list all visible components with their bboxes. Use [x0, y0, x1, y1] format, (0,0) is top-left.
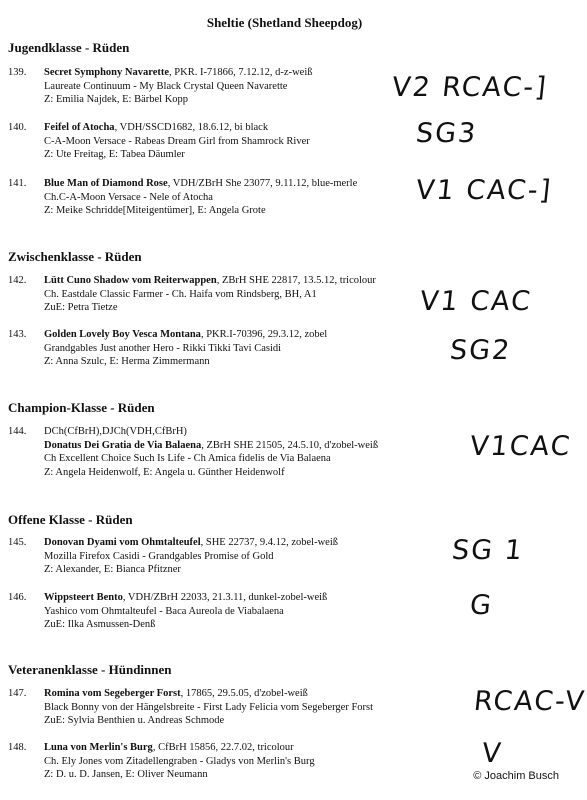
entry-number: 143.: [8, 329, 27, 340]
dog-name: Lütt Cuno Shadow vom Reiterwappen: [44, 275, 217, 286]
entry-number: 142.: [8, 275, 27, 286]
dog-breeder-owner: Z: Alexander, E: Bianca Pfitzner: [44, 564, 181, 575]
dog-details: , CfBrH 15856, 22.7.02, tricolour: [152, 742, 294, 753]
handwritten-grade: V1 CAC: [418, 286, 534, 317]
dog-parents: Grandgables Just another Hero - Rikki Tikki Tavi Casidi: [44, 342, 282, 354]
dog-name: Feifel of Atocha: [44, 122, 115, 133]
entry-number: 148.: [8, 742, 27, 753]
entry-number: 141.: [8, 178, 27, 189]
dog-name: Golden Lovely Boy Vesca Montana: [44, 329, 201, 340]
section-heading: Champion-Klasse - Rüden: [8, 400, 155, 415]
page-title: Sheltie (Shetland Sheepdog): [206, 15, 363, 30]
dog-details: , VDH/SSCD1682, 18.6.12, bi black: [114, 122, 269, 133]
dog-parents: Ch. Ely Jones vom Zitadellengraben - Gladys von Merlin's Burg: [44, 755, 315, 767]
dog-breeder-owner: Z: Ute Freitag, E: Tabea Däumler: [44, 149, 185, 160]
dog-name: Romina vom Segeberger Forst: [44, 688, 181, 699]
entry-number: 139.: [8, 67, 27, 78]
dog-name: Secret Symphony Navarette: [44, 67, 170, 78]
handwritten-grade: V: [480, 738, 505, 769]
dog-parents: Ch.C-A-Moon Versace - Nele of Atocha: [44, 191, 213, 203]
section-heading: Veteranenklasse - Hündinnen: [8, 662, 172, 677]
dog-breeder-owner: Z: D. u. D. Jansen, E: Oliver Neumann: [44, 769, 208, 780]
dog-parents: Black Bonny von der Hängelsbreite - First Lady Felicia vom Segeberger Forst: [44, 701, 374, 713]
handwritten-grade: G: [468, 590, 495, 621]
dog-name: Blue Man of Diamond Rose: [44, 178, 168, 189]
handwritten-grade: RCAC-V: [472, 686, 587, 717]
dog-details: , SHE 22737, 9.4.12, zobel-weiß: [200, 537, 338, 548]
handwritten-grade: V1CAC: [468, 431, 573, 462]
handwritten-grade: V1 CAC-]: [414, 175, 554, 206]
dog-name: Donovan Dyami vom Ohmtalteufel: [44, 537, 201, 548]
dog-breeder-owner: Z: Anna Szulc, E: Herma Zimmermann: [44, 356, 210, 367]
dog-parents: Mozilla Firefox Casidi - Grandgables Promise of Gold: [44, 550, 274, 562]
entry-number: 140.: [8, 122, 27, 133]
dog-parents: Ch. Eastdale Classic Farmer - Ch. Haifa vom Rindsberg, BH, A1: [44, 288, 317, 300]
dog-breeder-owner: ZuE: Petra Tietze: [44, 302, 118, 313]
handwritten-grade: SG2: [448, 335, 513, 366]
dog-parents: Ch Excellent Choice Such Is Life - Ch Amica fidelis de Via Balaena: [44, 453, 331, 464]
dog-breeder-owner: ZuE: Sylvia Benthien u. Andreas Schmode: [44, 715, 225, 726]
entry-number: 147.: [8, 688, 27, 699]
section-heading: Jugendklasse - Rüden: [8, 40, 130, 55]
dog-titles: DCh(CfBrH),DJCh(VDH,CfBrH): [44, 426, 187, 437]
dog-details: , ZBrH SHE 22817, 13.5.12, tricolour: [216, 275, 376, 286]
dog-name: Luna von Merlin's Burg: [44, 742, 153, 753]
entry-number: 146.: [8, 592, 27, 603]
dog-breeder-owner: ZuE: Ilka Asmussen-Denß: [44, 619, 156, 630]
dog-details: , VDH/ZBrH She 23077, 9.11.12, blue-merle: [167, 178, 358, 189]
section-heading: Zwischenklasse - Rüden: [8, 249, 142, 264]
handwritten-grade: SG 1: [450, 535, 526, 566]
dog-breeder-owner: Z: Emilia Najdek, E: Bärbel Kopp: [44, 94, 189, 105]
dog-parents: Laureate Continuum - My Black Crystal Queen Navarette: [44, 80, 288, 92]
dog-breeder-owner: Z: Meike Schridde[Miteigentümer], E: Angela Grote: [44, 205, 266, 216]
dog-details: , ZBrH SHE 21505, 24.5.10, d'zobel-weiß: [201, 439, 379, 451]
handwritten-grade: V2 RCAC-]: [390, 72, 550, 103]
dog-parents: C-A-Moon Versace - Rabeas Dream Girl from Shamrock River: [44, 135, 310, 147]
handwritten-grade: SG3: [414, 118, 479, 149]
dog-details: , 17865, 29.5.05, d'zobel-weiß: [180, 688, 308, 699]
dog-breeder-owner: Z: Angela Heidenwolf, E: Angela u. Günther Heidenwolf: [44, 466, 285, 478]
entry-number: 145.: [8, 537, 27, 548]
dog-parents: Yashico vom Ohmtalteufel - Baca Aureola de Viabalaena: [44, 605, 284, 617]
dog-name: Donatus Dei Gratia de Via Balaena: [44, 439, 202, 451]
dog-name: Wippsteert Bento: [44, 592, 123, 603]
dog-details: , PKR. I-71866, 7.12.12, d-z-weiß: [169, 67, 313, 78]
copyright-watermark: © Joachim Busch: [473, 770, 559, 782]
entry-number: 144.: [8, 426, 27, 437]
section-heading: Offene Klasse - Rüden: [8, 512, 133, 527]
dog-details: , PKR.I-70396, 29.3.12, zobel: [200, 329, 328, 340]
dog-details: , VDH/ZBrH 22033, 21.3.11, dunkel-zobel-weiß: [122, 592, 328, 603]
